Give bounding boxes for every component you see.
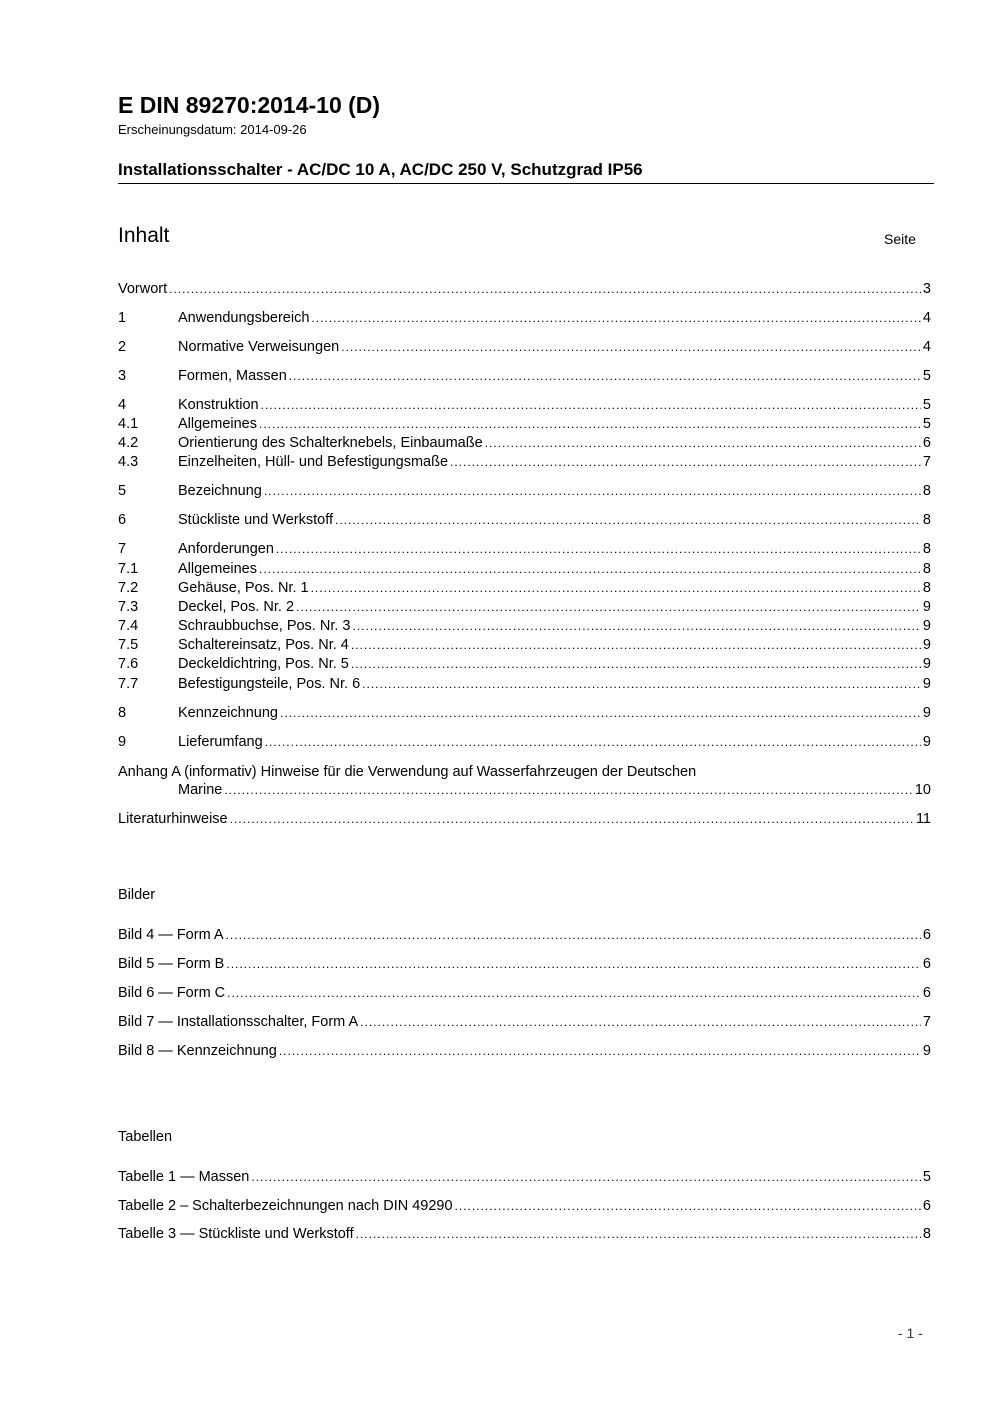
toc-entry[interactable] — [118, 559, 931, 579]
toc-entry-page: 8 — [922, 483, 931, 499]
toc-entry-number: 1 — [118, 310, 127, 326]
toc-entry-title: Lieferumfang — [178, 734, 263, 750]
toc-entry[interactable] — [118, 337, 931, 357]
toc-entry-number: 7.3 — [118, 599, 139, 615]
leader-dots — [261, 395, 921, 415]
figure-entry-page: 9 — [922, 1043, 931, 1059]
table-entry[interactable] — [118, 1167, 931, 1187]
leader-dots — [311, 578, 921, 598]
figure-entry-page: 7 — [922, 1014, 931, 1030]
leader-dots — [251, 1167, 921, 1187]
toc-entry-page: 5 — [922, 368, 931, 384]
toc-entry-page: 4 — [922, 339, 931, 355]
toc-entry[interactable] — [118, 452, 931, 472]
leader-dots — [360, 1012, 921, 1032]
toc-entry[interactable] — [118, 308, 931, 328]
toc-entry-title: Deckel, Pos. Nr. 2 — [178, 599, 295, 615]
toc-entry-page: 9 — [922, 599, 931, 615]
table-entry-title: Tabelle 3 — Stückliste und Werkstoff — [118, 1226, 354, 1242]
leader-dots — [276, 539, 921, 559]
toc-entry[interactable] — [118, 510, 931, 530]
leader-dots — [169, 279, 921, 299]
toc-entry-title: Vorwort — [118, 281, 168, 297]
toc-entry-number: 4.1 — [118, 416, 139, 432]
leader-dots — [264, 481, 921, 501]
figure-entry-page: 6 — [922, 985, 931, 1001]
leader-dots — [351, 635, 921, 655]
leader-dots — [356, 1224, 921, 1244]
leader-dots — [351, 654, 921, 674]
toc-entry[interactable] — [118, 433, 931, 453]
page-number: - 1 - — [898, 1325, 923, 1341]
toc-entry[interactable] — [118, 654, 931, 674]
page-column-label: Seite — [884, 231, 916, 247]
leader-dots — [455, 1196, 921, 1216]
toc-entry-title: Anforderungen — [178, 541, 274, 557]
toc-entry[interactable] — [118, 539, 931, 559]
toc-entry-page: 11 — [915, 811, 931, 827]
toc-entry-number: 7 — [118, 541, 127, 557]
figure-entry[interactable] — [118, 954, 931, 974]
figure-entry[interactable] — [118, 1041, 931, 1061]
leader-dots — [230, 809, 914, 829]
table-entry-page: 5 — [922, 1169, 931, 1185]
toc-entry[interactable] — [118, 414, 931, 434]
toc-entry-title: Deckeldichtring, Pos. Nr. 5 — [178, 656, 349, 672]
figure-entry[interactable] — [118, 1012, 931, 1032]
toc-entry-title: Einzelheiten, Hüll- und Befestigungsmaße — [178, 454, 449, 470]
table-entry-title: Tabelle 1 — Massen — [118, 1169, 250, 1185]
figure-entry-title: Bild 4 — Form A — [118, 927, 224, 943]
toc-entry[interactable] — [118, 395, 931, 415]
toc-entry-number: 7.4 — [118, 618, 139, 634]
toc-entry-page: 8 — [922, 512, 931, 528]
figure-entry[interactable] — [118, 925, 931, 945]
toc-entry-title: Literaturhinweise — [118, 811, 228, 827]
toc-entry[interactable] — [118, 481, 931, 501]
toc-entry-number: 7.2 — [118, 580, 139, 596]
leader-dots — [450, 452, 921, 472]
toc-entry[interactable] — [118, 616, 931, 636]
figure-entry-page: 6 — [922, 956, 931, 972]
toc-entry-number: 6 — [118, 512, 127, 528]
toc-entry-number: 9 — [118, 734, 127, 750]
toc-entry-number: 3 — [118, 368, 127, 384]
leader-dots — [335, 510, 921, 530]
leader-dots — [341, 337, 921, 357]
leader-dots — [259, 559, 921, 579]
toc-entry-title: Allgemeines — [178, 416, 257, 432]
toc-entry-page: 7 — [922, 454, 931, 470]
toc-entry-page: 8 — [922, 541, 931, 557]
toc-entry-page: 3 — [922, 281, 931, 297]
leader-dots — [311, 308, 921, 328]
toc-entry-number: 2 — [118, 339, 127, 355]
leader-dots — [485, 433, 921, 453]
toc-entry-title: Konstruktion — [178, 397, 259, 413]
toc-entry-page: 8 — [922, 561, 931, 577]
toc-entry-literature[interactable] — [118, 809, 931, 829]
figure-entry[interactable] — [118, 983, 931, 1003]
toc-heading: Inhalt — [118, 224, 170, 247]
toc-entry-title: Bezeichnung — [178, 483, 262, 499]
toc-entry-page: 5 — [922, 416, 931, 432]
figure-entry-page: 6 — [922, 927, 931, 943]
toc-entry-title: Orientierung des Schalterknebels, Einbaumaße — [178, 435, 483, 451]
toc-entry-number: 7.6 — [118, 656, 139, 672]
leader-dots — [296, 597, 921, 617]
figure-entry-title: Bild 5 — Form B — [118, 956, 225, 972]
toc-entry-title: Anwendungsbereich — [178, 310, 310, 326]
tables-heading: Tabellen — [118, 1129, 173, 1145]
toc-entry-number: 8 — [118, 705, 127, 721]
toc-entry[interactable] — [118, 732, 931, 752]
toc-entry-vorwort[interactable] — [118, 279, 931, 299]
toc-entry-number: 4.2 — [118, 435, 139, 451]
toc-entry-number: 7.5 — [118, 637, 139, 653]
toc-entry-title: Formen, Massen — [178, 368, 287, 384]
toc-entry[interactable] — [118, 578, 931, 598]
toc-entry-page: 9 — [922, 618, 931, 634]
toc-entry-page: 9 — [922, 637, 931, 653]
table-entry[interactable] — [118, 1196, 931, 1216]
toc-entry[interactable] — [118, 703, 931, 723]
toc-entry-title: Schraubbuchse, Pos. Nr. 3 — [178, 618, 351, 634]
leader-dots — [224, 780, 913, 800]
toc-entry[interactable] — [118, 366, 931, 386]
toc-entry-page: 9 — [922, 676, 931, 692]
leader-dots — [279, 1041, 921, 1061]
leader-dots — [226, 954, 921, 974]
toc-entry-number: 5 — [118, 483, 127, 499]
toc-entry-page: 10 — [914, 782, 931, 798]
table-entry-page: 8 — [922, 1226, 931, 1242]
toc-entry-page: 4 — [922, 310, 931, 326]
leader-dots — [353, 616, 921, 636]
publication-date: Erscheinungsdatum: 2014-09-26 — [118, 122, 307, 137]
toc-entry[interactable] — [118, 674, 931, 694]
figure-entry-title: Bild 6 — Form C — [118, 985, 226, 1001]
toc-entry-page: 9 — [922, 734, 931, 750]
toc-entry-title: Schaltereinsatz, Pos. Nr. 4 — [178, 637, 349, 653]
toc-entry-page: 5 — [922, 397, 931, 413]
toc-entry-title: Stückliste und Werkstoff — [178, 512, 334, 528]
toc-entry-number: 7.1 — [118, 561, 139, 577]
table-entry-title: Tabelle 2 – Schalterbezeichnungen nach DIN 49290 — [118, 1198, 453, 1214]
leader-dots — [226, 925, 921, 945]
leader-dots — [280, 703, 921, 723]
table-entry-page: 6 — [922, 1198, 931, 1214]
toc-entry-title: Allgemeines — [178, 561, 257, 577]
toc-entry-page: 9 — [922, 656, 931, 672]
toc-entry-annex-a[interactable]: Anhang A (informativ) Hinweise für die Verwendung auf Wasserfahrzeugen der Deutschen — [118, 764, 697, 780]
title-divider — [118, 183, 934, 184]
leader-dots — [362, 674, 921, 694]
toc-entry-title: Kennzeichnung — [178, 705, 278, 721]
toc-entry-title: Gehäuse, Pos. Nr. 1 — [178, 580, 309, 596]
leader-dots — [265, 732, 921, 752]
toc-entry-page: 8 — [922, 580, 931, 596]
toc-entry-title: Marine — [178, 782, 223, 798]
leader-dots — [289, 366, 921, 386]
toc-entry-number: 7.7 — [118, 676, 139, 692]
figure-entry-title: Bild 7 — Installationsschalter, Form A — [118, 1014, 359, 1030]
document-id: E DIN 89270:2014-10 (D) — [118, 92, 381, 118]
leader-dots — [259, 414, 921, 434]
toc-entry-number: 4 — [118, 397, 127, 413]
table-entry[interactable] — [118, 1224, 931, 1244]
toc-entry-page: 6 — [922, 435, 931, 451]
figure-entry-title: Bild 8 — Kennzeichnung — [118, 1043, 277, 1059]
leader-dots — [227, 983, 921, 1003]
toc-entry[interactable] — [118, 635, 931, 655]
toc-entry-title: Befestigungsteile, Pos. Nr. 6 — [178, 676, 361, 692]
toc-entry-number: 4.3 — [118, 454, 139, 470]
toc-entry[interactable] — [118, 597, 931, 617]
toc-entry-title: Normative Verweisungen — [178, 339, 340, 355]
toc-entry-page: 9 — [922, 705, 931, 721]
toc-entry-annex-a-continued[interactable] — [178, 780, 931, 800]
figures-heading: Bilder — [118, 887, 156, 903]
document-title: Installationsschalter - AC/DC 10 A, AC/DC 250 V, Schutzgrad IP56 — [118, 160, 643, 179]
